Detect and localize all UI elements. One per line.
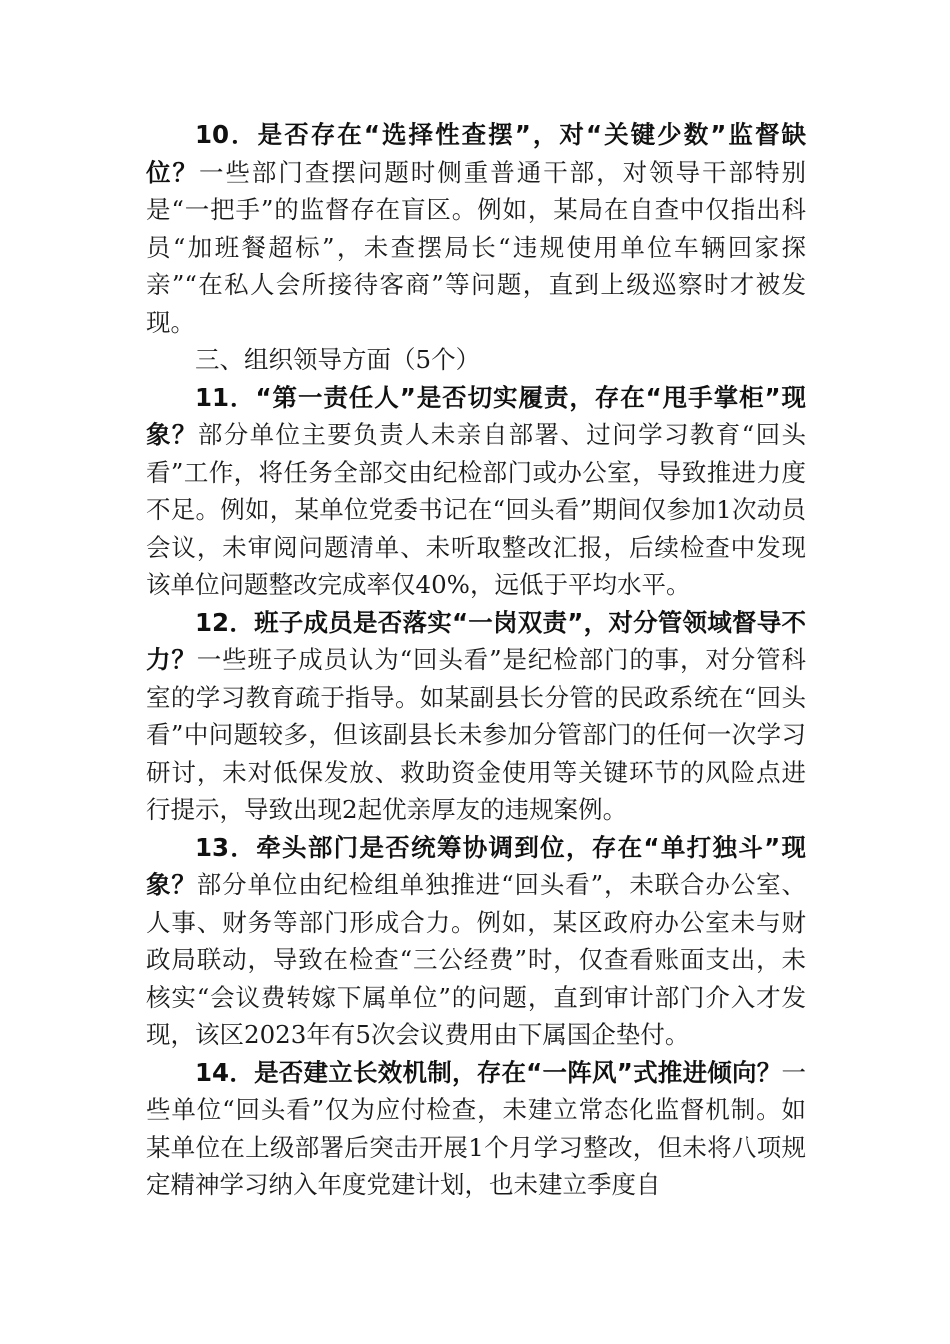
paragraph-14 (146, 1054, 806, 1204)
question-10: 10．是否存在“选择性查摆”，对“关键少数”监督缺位？ (146, 120, 806, 187)
question-14: 14．是否建立长效机制，存在“一阵风”式推进倾向？ (195, 1057, 782, 1087)
paragraph-13 (146, 829, 806, 1054)
paragraph-11 (146, 379, 806, 604)
paragraph-14-body: 一些单位“回头看”仅为应付检查，未建立常态化监督机制。如某单位在上级部署后突击开展1个月学习整改，但未将八项规定精神学习纳入年度党建计划，也未建立季度自 (146, 1057, 806, 1199)
document-body (146, 116, 806, 1204)
question-13: 13．牵头部门是否统筹协调到位，存在“单打独斗”现象？ (146, 832, 806, 899)
paragraph-10 (146, 116, 806, 341)
section-heading: 三、组织领导方面（5个） (195, 345, 481, 374)
paragraph-13-body: 部分单位由纪检组单独推进“回头看”，未联合办公室、人事、财务等部门形成合力。例如，某区政府办公室未与财政局联动，导致在检查“三公经费”时，仅查看账面支出，未核实“会议费转嫁下属单位”的问题，直到审计部门介入才发现，该区2023年有5次会议费用由下属国企垫付。 (146, 870, 806, 1049)
paragraph-12 (146, 604, 806, 829)
question-11: 11．“第一责任人”是否切实履责，存在“甩手掌柜”现象？ (146, 382, 806, 449)
paragraph-12-body: 一些班子成员认为“回头看”是纪检部门的事，对分管科室的学习教育疏于指导。如某副县长分管的民政系统在“回头看”中问题较多，但该副县长未参加分管部门的任何一次学习研讨，未对低保发放、救助资金使用等关键环节的风险点进行提示，导致出现2起优亲厚友的违规案例。 (146, 645, 806, 824)
paragraph-11-body: 部分单位主要负责人未亲自部署、过问学习教育“回头看”工作，将任务全部交由纪检部门或办公室，导致推进力度不足。例如，某单位党委书记在“回头看”期间仅参加1次动员会议，未审阅问题清单、未听取整改汇报，后续检查中发现该单位问题整改完成率仅40%，远低于平均水平。 (146, 420, 807, 599)
question-12: 12．班子成员是否落实“一岗双责”，对分管领域督导不力？ (146, 607, 806, 674)
paragraph-10-body: 一些部门查摆问题时侧重普通干部，对领导干部特别是“一把手”的监督存在盲区。例如，某局在自查中仅指出科员“加班餐超标”，未查摆局长“违规使用单位车辆回家探亲”“在私人会所接待客商”等问题，直到上级巡察时才被发现。 (146, 157, 807, 337)
